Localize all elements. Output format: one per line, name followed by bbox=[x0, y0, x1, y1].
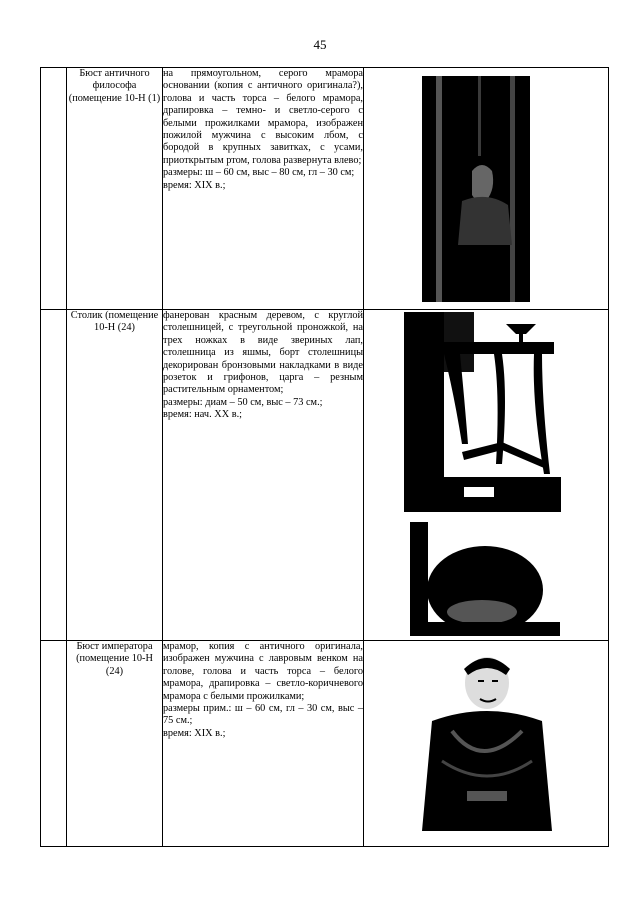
item-time: время: XIX в.; bbox=[163, 727, 226, 739]
item-time: время: нач. XX в.; bbox=[163, 409, 243, 421]
photo-table-side-view bbox=[404, 312, 561, 512]
item-photo-cell bbox=[364, 310, 609, 641]
item-name: Бюст античного философа (помещение 10-Н (1) bbox=[67, 68, 163, 310]
photo-emperor-bust bbox=[412, 651, 562, 833]
item-photo-cell bbox=[364, 641, 609, 847]
item-time: время: XIX в.; bbox=[163, 179, 226, 191]
table-row bbox=[41, 310, 609, 641]
table-row bbox=[41, 641, 609, 847]
row-number-cell bbox=[41, 310, 67, 641]
photo-table-top-view bbox=[410, 522, 560, 636]
item-name: Бюст императора (помещение 10-Н (24) bbox=[67, 641, 163, 847]
item-description: фанерован красным деревом, с круглой столешницей, с треугольной проножкой, на трех ножках в виде звериных лап, столешница из яшмы, борт столешницы декорирован бронзовыми накладками в виде розеток и грифонов, царга – резным растительным орнаментом; bbox=[163, 310, 363, 396]
row-number-cell bbox=[41, 68, 67, 310]
item-photo-cell bbox=[364, 68, 609, 310]
item-description-cell bbox=[163, 310, 364, 641]
item-description-cell bbox=[163, 641, 364, 847]
item-size: размеры: ш – 60 см, выс – 80 см, гл – 30 см; bbox=[163, 167, 355, 179]
catalog-table bbox=[40, 67, 609, 847]
page-number: 45 bbox=[313, 37, 327, 52]
item-description: на прямоугольном, серого мрамора основании (копия с античного оригинала?), голова и часть торса – белого мрамора, драпировка – темно- и светло-серого с белыми прожилками мрамора, изображен пожилой мужчина с высоким лбом, с бородой в крупных завитках, с усами, приоткрытым ртом, голова развернута влево; bbox=[163, 68, 363, 166]
item-name: Столик (помещение 10-Н (24) bbox=[67, 310, 163, 641]
table-row bbox=[41, 68, 609, 310]
item-description-cell bbox=[163, 68, 364, 310]
photo-philosopher-bust bbox=[422, 76, 530, 302]
row-number-cell bbox=[41, 641, 67, 847]
item-description: мрамор, копия с античного оригинала, изображен мужчина с лавровым венком на голове, голова и часть торса – белого мрамора, драпировка – светло-коричневого мрамора с белыми прожилками; bbox=[163, 641, 363, 702]
item-size: размеры прим.: ш – 60 см, гл – 30 см, выс – 75 см.; bbox=[163, 703, 363, 727]
item-size: размеры: диам – 50 см, выс – 73 см.; bbox=[163, 396, 323, 408]
